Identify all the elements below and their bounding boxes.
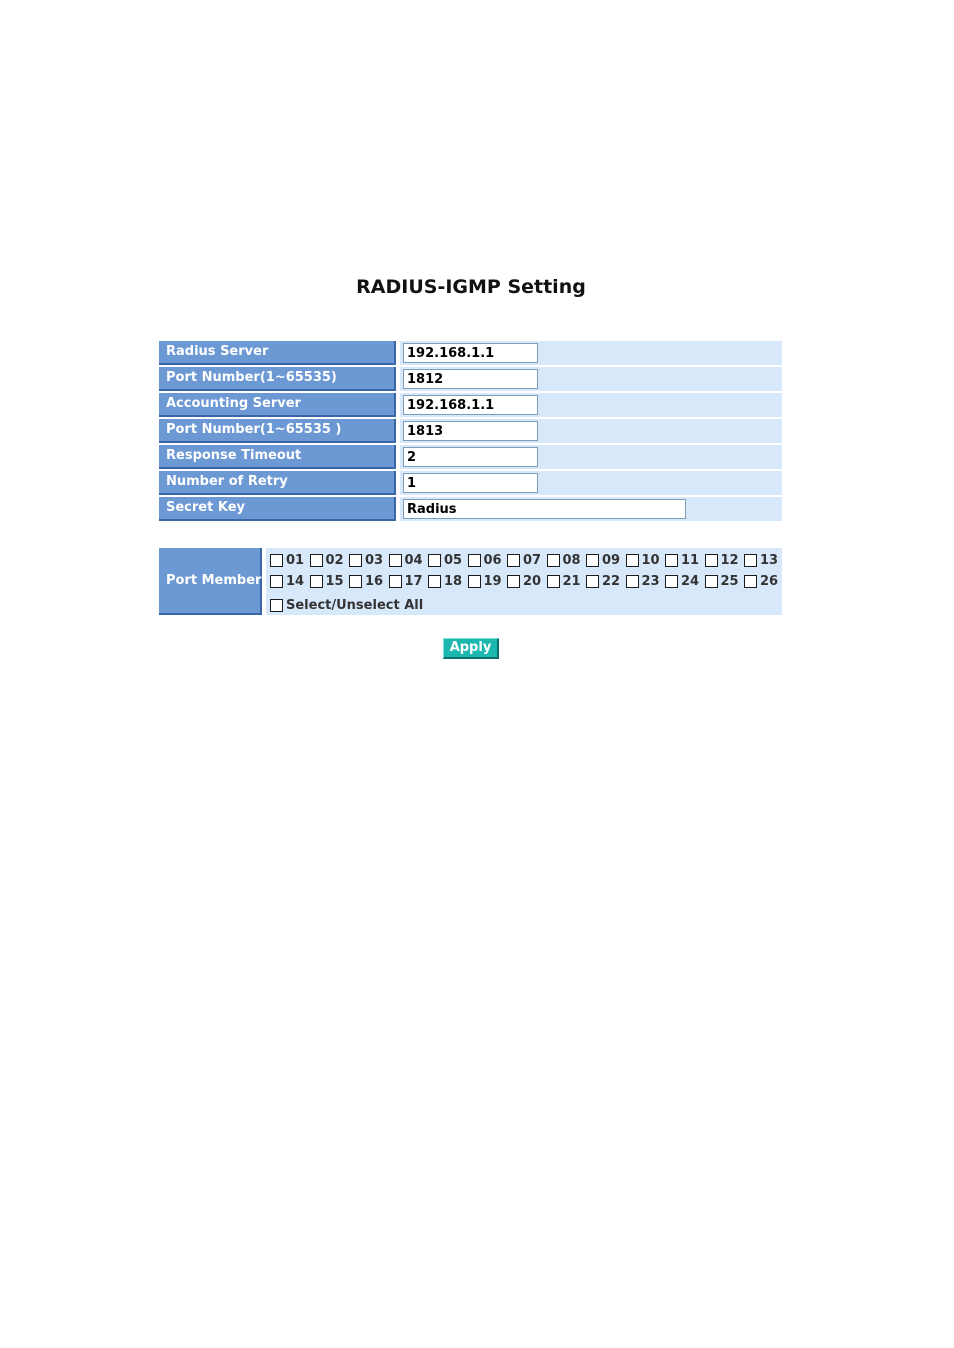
port-checkbox[interactable]: [626, 554, 639, 567]
accounting-server-row: [159, 393, 782, 417]
port-checkbox-item[interactable]: [586, 553, 626, 568]
port-checkbox[interactable]: [626, 575, 639, 588]
port-number-label: 03: [365, 552, 384, 568]
port-checkbox[interactable]: [586, 554, 599, 567]
port-checkbox-item[interactable]: [428, 574, 468, 589]
radius-server-input[interactable]: [403, 343, 538, 363]
port-checkbox-item[interactable]: [586, 574, 626, 589]
port-number-label: 10: [641, 552, 660, 568]
radius-port-cell: [400, 367, 782, 391]
port-checkbox-item[interactable]: [547, 574, 587, 589]
port-checkbox-item[interactable]: [744, 574, 778, 589]
port-number-label: 06: [483, 552, 502, 568]
number-of-retry-cell: [400, 471, 782, 495]
accounting-port-label: Port Number(1~65535 ): [159, 419, 396, 443]
radius-server-label: Radius Server: [159, 341, 396, 365]
accounting-port-cell: [400, 419, 782, 443]
port-checkbox[interactable]: [428, 575, 441, 588]
port-number-label: 11: [681, 552, 700, 568]
port-checkbox-item[interactable]: [665, 553, 705, 568]
accounting-server-label: Accounting Server: [159, 393, 396, 417]
port-member-table: [159, 548, 782, 615]
port-checkbox[interactable]: [507, 554, 520, 567]
port-checkbox-item[interactable]: [744, 553, 778, 568]
port-checkbox-item[interactable]: [270, 574, 310, 589]
port-checkbox-item[interactable]: [310, 574, 350, 589]
port-checkbox-item[interactable]: [468, 574, 508, 589]
accounting-port-input[interactable]: [403, 421, 538, 441]
port-checkbox[interactable]: [744, 554, 757, 567]
secret-key-label: Secret Key: [159, 497, 396, 521]
port-row-2: [270, 572, 778, 590]
port-number-label: 20: [523, 573, 542, 589]
port-number-label: 07: [523, 552, 542, 568]
port-checkbox-item[interactable]: [705, 553, 745, 568]
port-number-label: 16: [365, 573, 384, 589]
port-number-label: 02: [325, 552, 344, 568]
port-checkbox-item[interactable]: [547, 553, 587, 568]
secret-key-cell: [400, 497, 782, 521]
port-number-label: 12: [720, 552, 739, 568]
port-number-label: 26: [760, 573, 779, 589]
select-all-label: Select/Unselect All: [286, 597, 424, 613]
port-number-label: 09: [602, 552, 621, 568]
response-timeout-input[interactable]: [403, 447, 538, 467]
select-all-checkbox[interactable]: [270, 599, 283, 612]
port-checkbox[interactable]: [310, 554, 323, 567]
number-of-retry-input[interactable]: [403, 473, 538, 493]
port-checkbox-item[interactable]: [310, 553, 350, 568]
accounting-server-cell: [400, 393, 782, 417]
port-checkbox[interactable]: [547, 575, 560, 588]
port-checkbox[interactable]: [547, 554, 560, 567]
port-checkbox[interactable]: [468, 554, 481, 567]
response-timeout-row: [159, 445, 782, 469]
port-number-label: 18: [444, 573, 463, 589]
response-timeout-label: Response Timeout: [159, 445, 396, 469]
port-checkbox[interactable]: [389, 554, 402, 567]
port-number-label: 15: [325, 573, 344, 589]
radius-settings-table: [159, 341, 782, 523]
port-checkbox[interactable]: [665, 575, 678, 588]
port-checkbox-item[interactable]: [705, 574, 745, 589]
port-member-label: Port Member: [159, 548, 262, 615]
port-checkbox-item[interactable]: [507, 574, 547, 589]
radius-server-row: [159, 341, 782, 365]
port-checkbox-item[interactable]: [389, 574, 429, 589]
port-number-label: 13: [760, 552, 779, 568]
page-title: RADIUS-IGMP Setting: [356, 276, 586, 298]
port-checkbox[interactable]: [389, 575, 402, 588]
number-of-retry-label: Number of Retry: [159, 471, 396, 495]
port-checkbox-item[interactable]: [468, 553, 508, 568]
port-number-label: 05: [444, 552, 463, 568]
response-timeout-cell: [400, 445, 782, 469]
port-number-label: 14: [286, 573, 305, 589]
port-checkbox-item[interactable]: [349, 574, 389, 589]
port-checkbox[interactable]: [705, 575, 718, 588]
apply-button[interactable]: Apply: [443, 638, 499, 659]
port-checkbox[interactable]: [428, 554, 441, 567]
port-number-label: 04: [404, 552, 423, 568]
port-number-label: 08: [562, 552, 581, 568]
port-number-label: 25: [720, 573, 739, 589]
port-member-cell: [266, 548, 782, 615]
secret-key-row: [159, 497, 782, 521]
port-checkbox[interactable]: [507, 575, 520, 588]
secret-key-input[interactable]: [403, 499, 686, 519]
port-checkbox[interactable]: [665, 554, 678, 567]
port-checkbox[interactable]: [468, 575, 481, 588]
port-checkbox[interactable]: [744, 575, 757, 588]
accounting-port-row: [159, 419, 782, 443]
port-checkbox[interactable]: [270, 554, 283, 567]
port-checkbox[interactable]: [705, 554, 718, 567]
number-of-retry-row: [159, 471, 782, 495]
port-number-label: 17: [404, 573, 423, 589]
port-checkbox-item[interactable]: [626, 553, 666, 568]
port-checkbox-item[interactable]: [626, 574, 666, 589]
port-checkbox[interactable]: [270, 575, 283, 588]
port-checkbox[interactable]: [586, 575, 599, 588]
radius-port-row: [159, 367, 782, 391]
port-checkbox-item[interactable]: [389, 553, 429, 568]
radius-port-input[interactable]: [403, 369, 538, 389]
accounting-server-input[interactable]: [403, 395, 538, 415]
port-number-label: 21: [562, 573, 581, 589]
port-number-label: 23: [641, 573, 660, 589]
select-all-row: [270, 596, 423, 614]
port-number-label: 19: [483, 573, 502, 589]
port-checkbox-item[interactable]: [507, 553, 547, 568]
port-checkbox-item[interactable]: [428, 553, 468, 568]
port-checkbox[interactable]: [349, 554, 362, 567]
port-checkbox[interactable]: [349, 575, 362, 588]
port-checkbox[interactable]: [310, 575, 323, 588]
radius-server-cell: [400, 341, 782, 365]
radius-port-label: Port Number(1~65535): [159, 367, 396, 391]
port-number-label: 24: [681, 573, 700, 589]
port-checkbox-item[interactable]: [665, 574, 705, 589]
port-checkbox-item[interactable]: [349, 553, 389, 568]
port-number-label: 01: [286, 552, 305, 568]
port-row-1: [270, 551, 778, 569]
port-checkbox-item[interactable]: [270, 553, 310, 568]
port-number-label: 22: [602, 573, 621, 589]
